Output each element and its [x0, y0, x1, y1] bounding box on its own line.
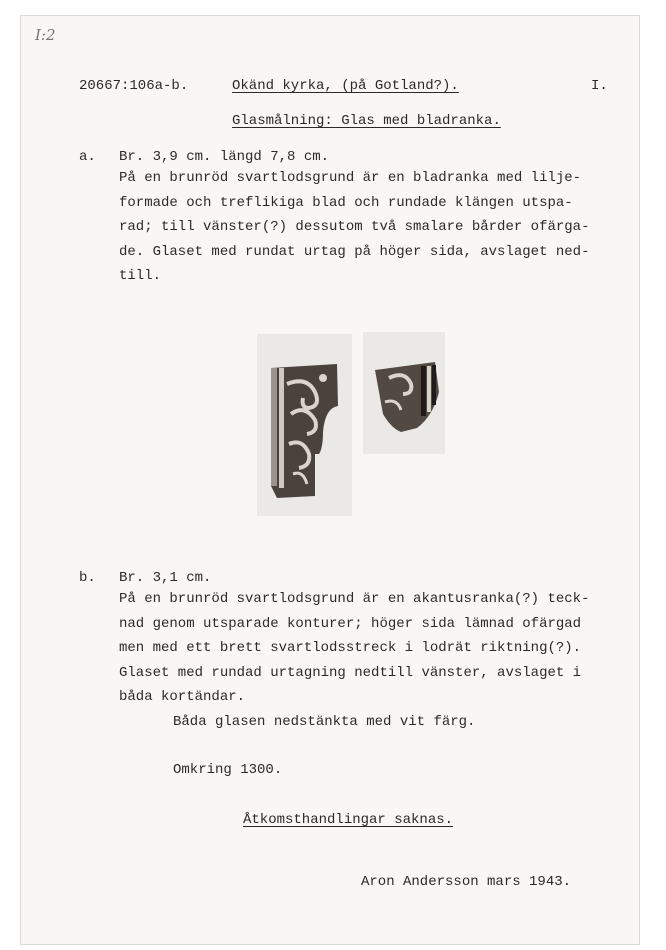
speckled-note: Båda glasen nedstänkta med vit färg.	[173, 714, 476, 730]
item-a-line: På en brunröd svartlodsgrund är en bladranka med lilje-	[119, 170, 582, 186]
item-b-line: men med ett brett svartlodsstreck i lodrät riktning(?).	[119, 640, 582, 656]
item-a-line: de. Glaset med rundat urtag på höger sida, avslaget ned-	[119, 243, 590, 260]
item-a-marker: a.	[79, 149, 96, 165]
item-a-dimensions: Br. 3,9 cm. längd 7,8 cm.	[119, 149, 330, 165]
item-b-line: På en brunröd svartlodsgrund är en akantusranka(?) teck-	[119, 591, 590, 607]
item-a-line: formade och treflikiga blad och rundade klängen utspa-	[119, 194, 573, 211]
glass-fragment-a-photo	[257, 334, 352, 516]
item-a-description	[119, 166, 589, 289]
catalog-number: 20667:106a-b.	[79, 78, 189, 94]
item-a-line: rad; till vänster(?) dessutom två smalare bårder ofärga-	[119, 219, 590, 235]
section-number: I.	[591, 78, 608, 94]
item-b-dimensions: Br. 3,1 cm.	[119, 570, 212, 586]
item-b-line: Glaset med rundad urtagning nedtill vänster, avslaget i	[119, 664, 582, 681]
item-a-line: till.	[119, 268, 162, 284]
corner-mark: I:2	[35, 26, 56, 44]
catalog-card	[20, 15, 640, 945]
item-b-line: båda kortändar.	[119, 689, 246, 705]
item-b-description	[119, 587, 589, 710]
signature: Aron Andersson mars 1943.	[361, 874, 572, 890]
acquisition-note: Åtkomsthandlingar saknas.	[243, 812, 454, 828]
item-b-marker: b.	[79, 570, 96, 586]
subject-heading: Glasmålning: Glas med bladranka.	[232, 113, 501, 129]
item-b-line: nad genom utsparade konturer; höger sida lämnad ofärgad	[119, 615, 582, 632]
location-heading: Okänd kyrka, (på Gotland?).	[232, 78, 459, 94]
glass-fragment-b-photo	[363, 332, 445, 454]
date-note: Omkring 1300.	[173, 762, 283, 778]
